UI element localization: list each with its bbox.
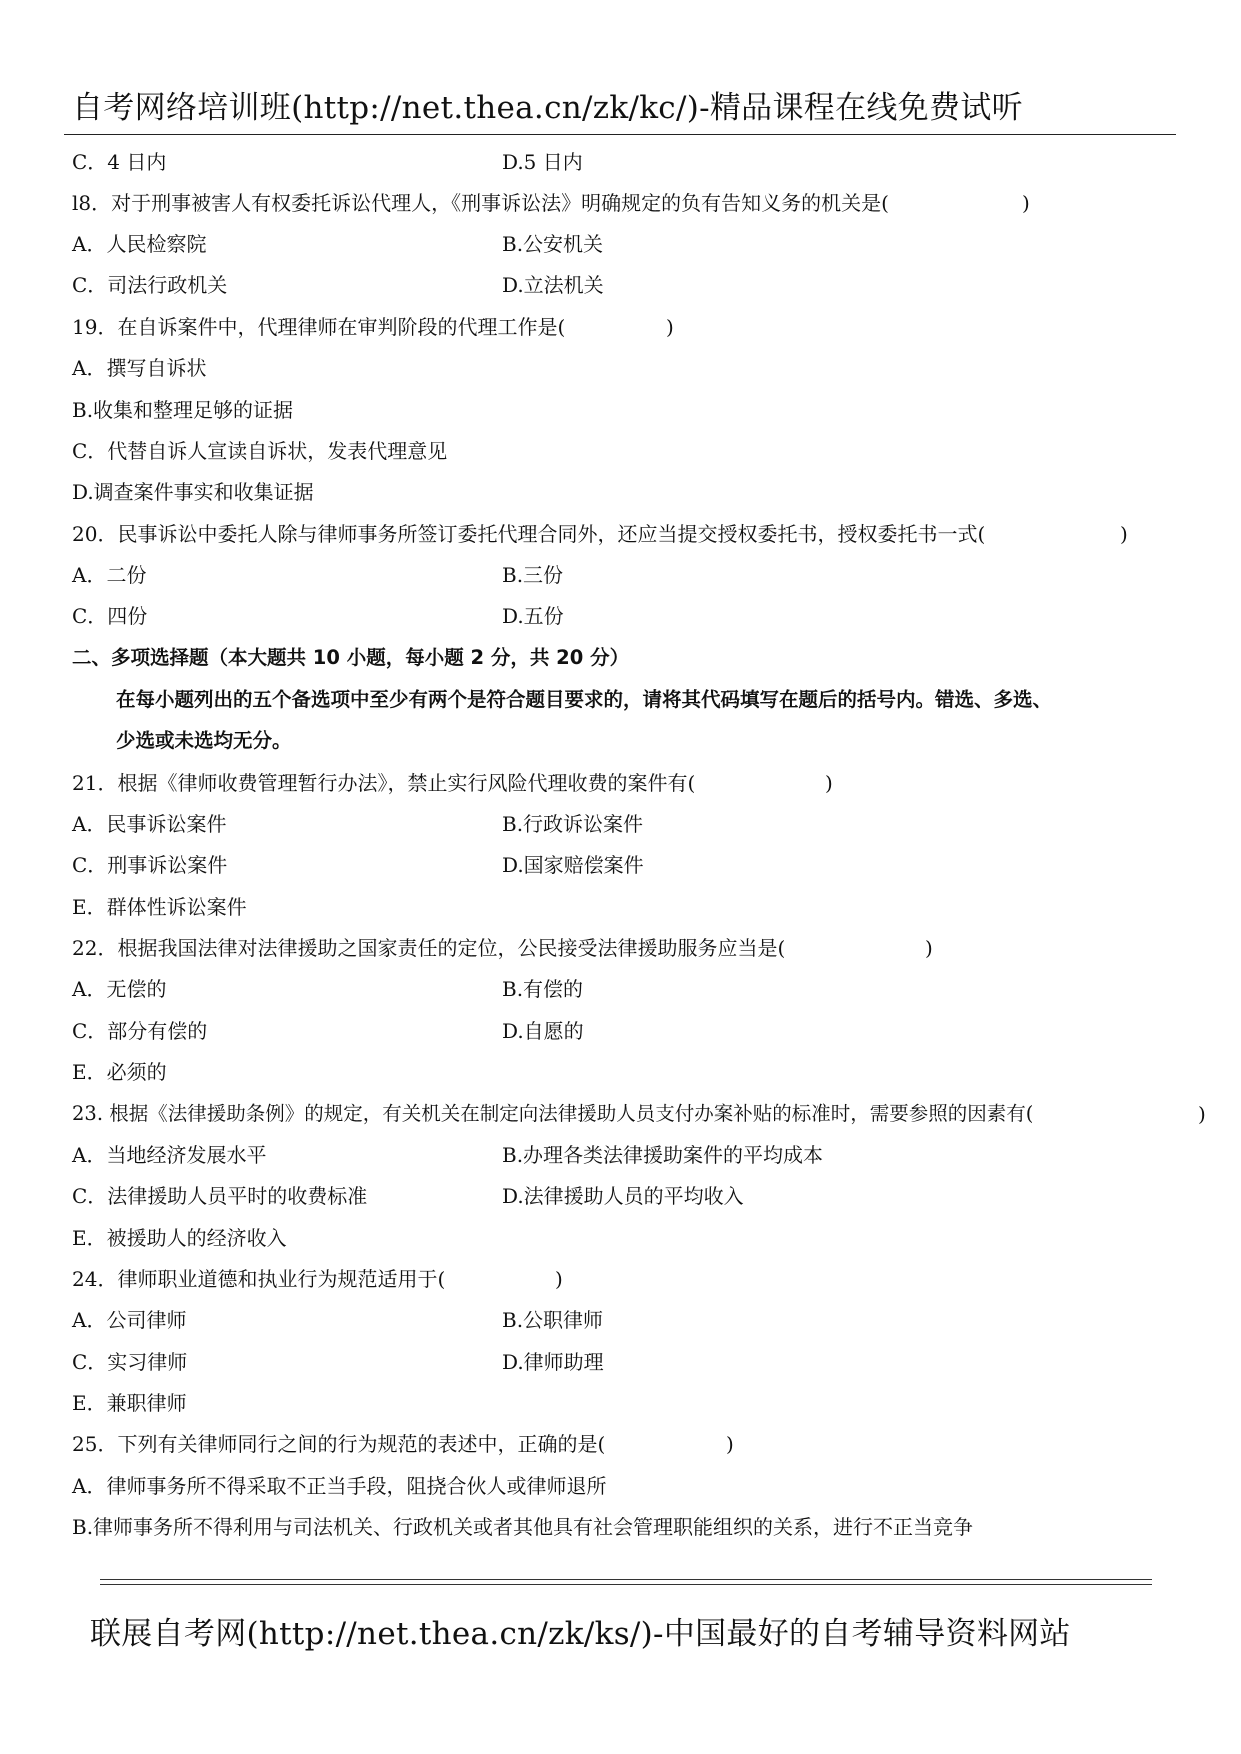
option-b: B.公安机关 <box>502 232 604 256</box>
option-e: E．被援助人的经济收入 <box>72 1226 287 1250</box>
option-b: B.公职律师 <box>502 1308 604 1332</box>
option-d: D.律师助理 <box>502 1350 604 1374</box>
question-22: 22．根据我国法律对法律援助之国家责任的定位，公民接受法律援助服务应当是( <box>72 936 786 960</box>
option-d: D.5 日内 <box>502 150 583 174</box>
option-c: C．四份 <box>72 604 148 628</box>
question-24: 24．律师职业道德和执业行为规范适用于( <box>72 1267 446 1291</box>
page-header: 自考网络培训班(http://net.thea.cn/zk/kc/)-精品课程在线免费试听 <box>72 90 1023 126</box>
option-d: D.调查案件事实和收集证据 <box>72 480 314 504</box>
option-d: D.自愿的 <box>502 1019 584 1043</box>
section-heading: 二、多项选择题（本大题共 10 小题，每小题 2 分，共 20 分） <box>72 646 630 669</box>
page-footer: 联展自考网(http://net.thea.cn/zk/ks/)-中国最好的自考辅导资料网站 <box>90 1616 1071 1652</box>
option-c: C．司法行政机关 <box>72 273 228 297</box>
question-23: 23. 根据《法律援助条例》的规定，有关机关在制定向法律援助人员支付办案补贴的标准时，需要参照的因素有( <box>72 1102 1034 1125</box>
footer-rule <box>100 1579 1152 1580</box>
answer-paren: ) <box>1022 191 1030 215</box>
question-25: 25．下列有关律师同行之间的行为规范的表述中，正确的是( <box>72 1432 606 1456</box>
answer-paren: ) <box>1198 1102 1206 1126</box>
option-b: B.律师事务所不得利用与司法机关、行政机关或者其他具有社会管理职能组织的关系，进行不正当竞争 <box>72 1515 974 1539</box>
question-18: l8．对于刑事被害人有权委托诉讼代理人，《刑事诉讼法》明确规定的负有告知义务的机关是( <box>72 191 889 215</box>
option-d: D.五份 <box>502 604 564 628</box>
answer-paren: ) <box>925 936 933 960</box>
option-c: C．4 日内 <box>72 150 167 174</box>
option-a: A．当地经济发展水平 <box>72 1143 267 1167</box>
option-a: A．民事诉讼案件 <box>72 812 227 836</box>
footer-rule <box>100 1584 1152 1585</box>
option-a: A．律师事务所不得采取不正当手段，阻挠合伙人或律师退所 <box>72 1474 607 1498</box>
option-a: A．二份 <box>72 563 147 587</box>
option-b: B.行政诉讼案件 <box>502 812 644 836</box>
option-c: C．法律援助人员平时的收费标准 <box>72 1184 368 1208</box>
option-a: A．撰写自诉状 <box>72 356 207 380</box>
option-a: A．人民检察院 <box>72 232 207 256</box>
answer-paren: ) <box>666 315 674 339</box>
section-instructions: 在每小题列出的五个备选项中至少有两个是符合题目要求的，请将其代码填写在题后的括号内。错选、多选、 <box>116 688 1053 711</box>
option-b: B.办理各类法律援助案件的平均成本 <box>502 1143 824 1167</box>
answer-paren: ) <box>726 1432 734 1456</box>
option-e: E．必须的 <box>72 1060 167 1084</box>
question-20: 20．民事诉讼中委托人除与律师事务所签订委托代理合同外，还应当提交授权委托书，授权委托书一式( <box>72 522 986 546</box>
option-c: C．部分有偿的 <box>72 1019 208 1043</box>
option-b: B.有偿的 <box>502 977 584 1001</box>
option-a: A．无偿的 <box>72 977 167 1001</box>
option-e: E．兼职律师 <box>72 1391 187 1415</box>
option-b: B.三份 <box>502 563 564 587</box>
option-e: E．群体性诉讼案件 <box>72 895 247 919</box>
option-a: A．公司律师 <box>72 1308 187 1332</box>
option-c: C．刑事诉讼案件 <box>72 853 228 877</box>
answer-paren: ) <box>825 771 833 795</box>
option-d: D.法律援助人员的平均收入 <box>502 1184 744 1208</box>
option-b: B.收集和整理足够的证据 <box>72 398 294 422</box>
option-d: D.立法机关 <box>502 273 604 297</box>
answer-paren: ) <box>555 1267 563 1291</box>
question-19: 19．在自诉案件中，代理律师在审判阶段的代理工作是( <box>72 315 566 339</box>
question-21: 21．根据《律师收费管理暂行办法》，禁止实行风险代理收费的案件有( <box>72 771 696 795</box>
header-rule <box>64 134 1176 135</box>
option-c: C．代替自诉人宣读自诉状，发表代理意见 <box>72 439 448 463</box>
answer-paren: ) <box>1120 522 1128 546</box>
option-d: D.国家赔偿案件 <box>502 853 644 877</box>
section-instructions: 少选或未选均无分。 <box>116 729 292 752</box>
option-c: C．实习律师 <box>72 1350 188 1374</box>
